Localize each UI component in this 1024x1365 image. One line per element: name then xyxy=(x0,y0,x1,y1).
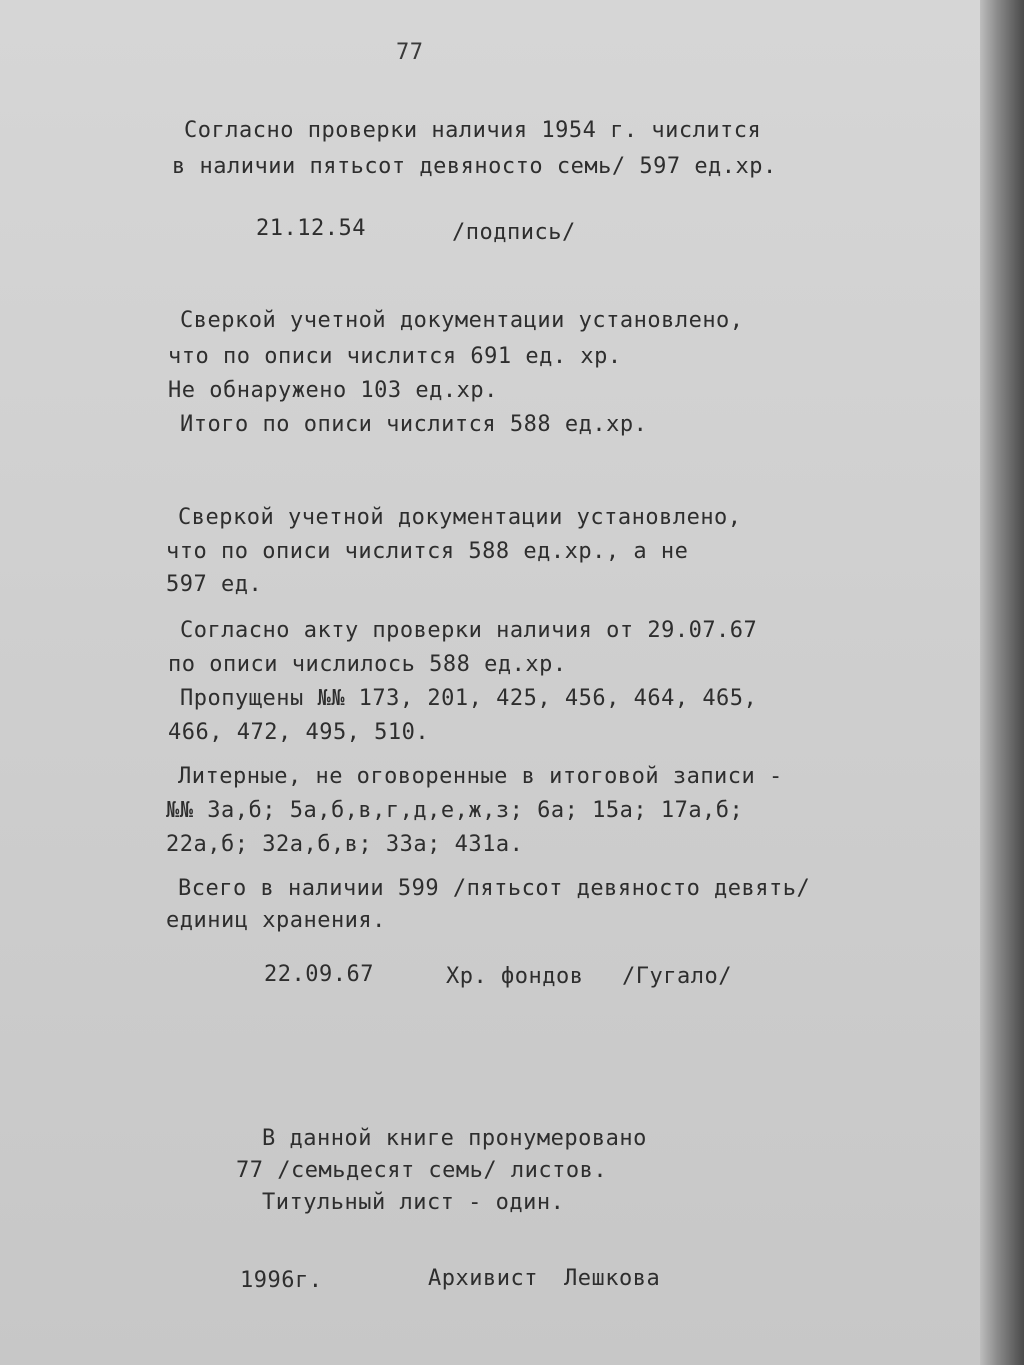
sign-1996-year: 1996г. xyxy=(240,1268,323,1293)
act-1967-line1: Согласно акту проверки наличия от 29.07.67 xyxy=(180,618,758,643)
certification-line1: В данной книге пронумеровано xyxy=(262,1126,647,1151)
check-1954-line2: в наличии пятьсот девяносто семь/ 597 ед.хр. xyxy=(172,154,777,179)
reconciliation-1-line4: Итого по описи числится 588 ед.хр. xyxy=(180,412,648,437)
reconciliation-2-line2: что по описи числится 588 ед.хр., а не xyxy=(166,539,689,564)
sign-1996-role: Архивист xyxy=(428,1266,538,1291)
check-1954-line1: Согласно проверки наличия 1954 г. числится xyxy=(184,118,762,143)
act-1967-line3: Пропущены №№ 173, 201, 425, 456, 464, 465, xyxy=(180,686,758,711)
total-line1: Всего в наличии 599 /пятьсот девяносто девять/ xyxy=(178,876,811,901)
letter-items-line2: №№ 3а,б; 5а,б,в,г,д,е,ж,з; 6а; 15а; 17а,б; xyxy=(166,798,744,823)
sign-1967-role: Хр. фондов xyxy=(446,964,584,989)
reconciliation-2-line1: Сверкой учетной документации установлено, xyxy=(178,505,742,530)
check-1954-date: 21.12.54 xyxy=(256,216,366,241)
certification-line2: 77 /семьдесят семь/ листов. xyxy=(236,1158,608,1183)
page-edge-shadow xyxy=(980,0,1024,1365)
letter-items-line1: Литерные, не оговоренные в итоговой записи - xyxy=(178,764,783,789)
act-1967-line4: 466, 472, 495, 510. xyxy=(168,720,430,745)
page-number: 77 xyxy=(396,40,424,65)
sign-1967-name: /Гугало/ xyxy=(622,964,732,989)
reconciliation-1-line2: что по описи числится 691 ед. хр. xyxy=(168,344,622,369)
certification-line3: Титульный лист - один. xyxy=(262,1190,565,1215)
check-1954-signature: /подпись/ xyxy=(452,220,576,245)
reconciliation-1-line1: Сверкой учетной документации установлено, xyxy=(180,308,744,333)
act-1967-line2: по описи числилось 588 ед.хр. xyxy=(168,652,567,677)
reconciliation-1-line3: Не обнаружено 103 ед.хр. xyxy=(168,378,498,403)
sign-1967-date: 22.09.67 xyxy=(264,962,374,987)
reconciliation-2-line3: 597 ед. xyxy=(166,572,263,597)
letter-items-line3: 22а,б; 32а,б,в; 33а; 431а. xyxy=(166,832,524,857)
total-line2: единиц хранения. xyxy=(166,908,386,933)
sign-1996-name: Лешкова xyxy=(564,1266,661,1291)
